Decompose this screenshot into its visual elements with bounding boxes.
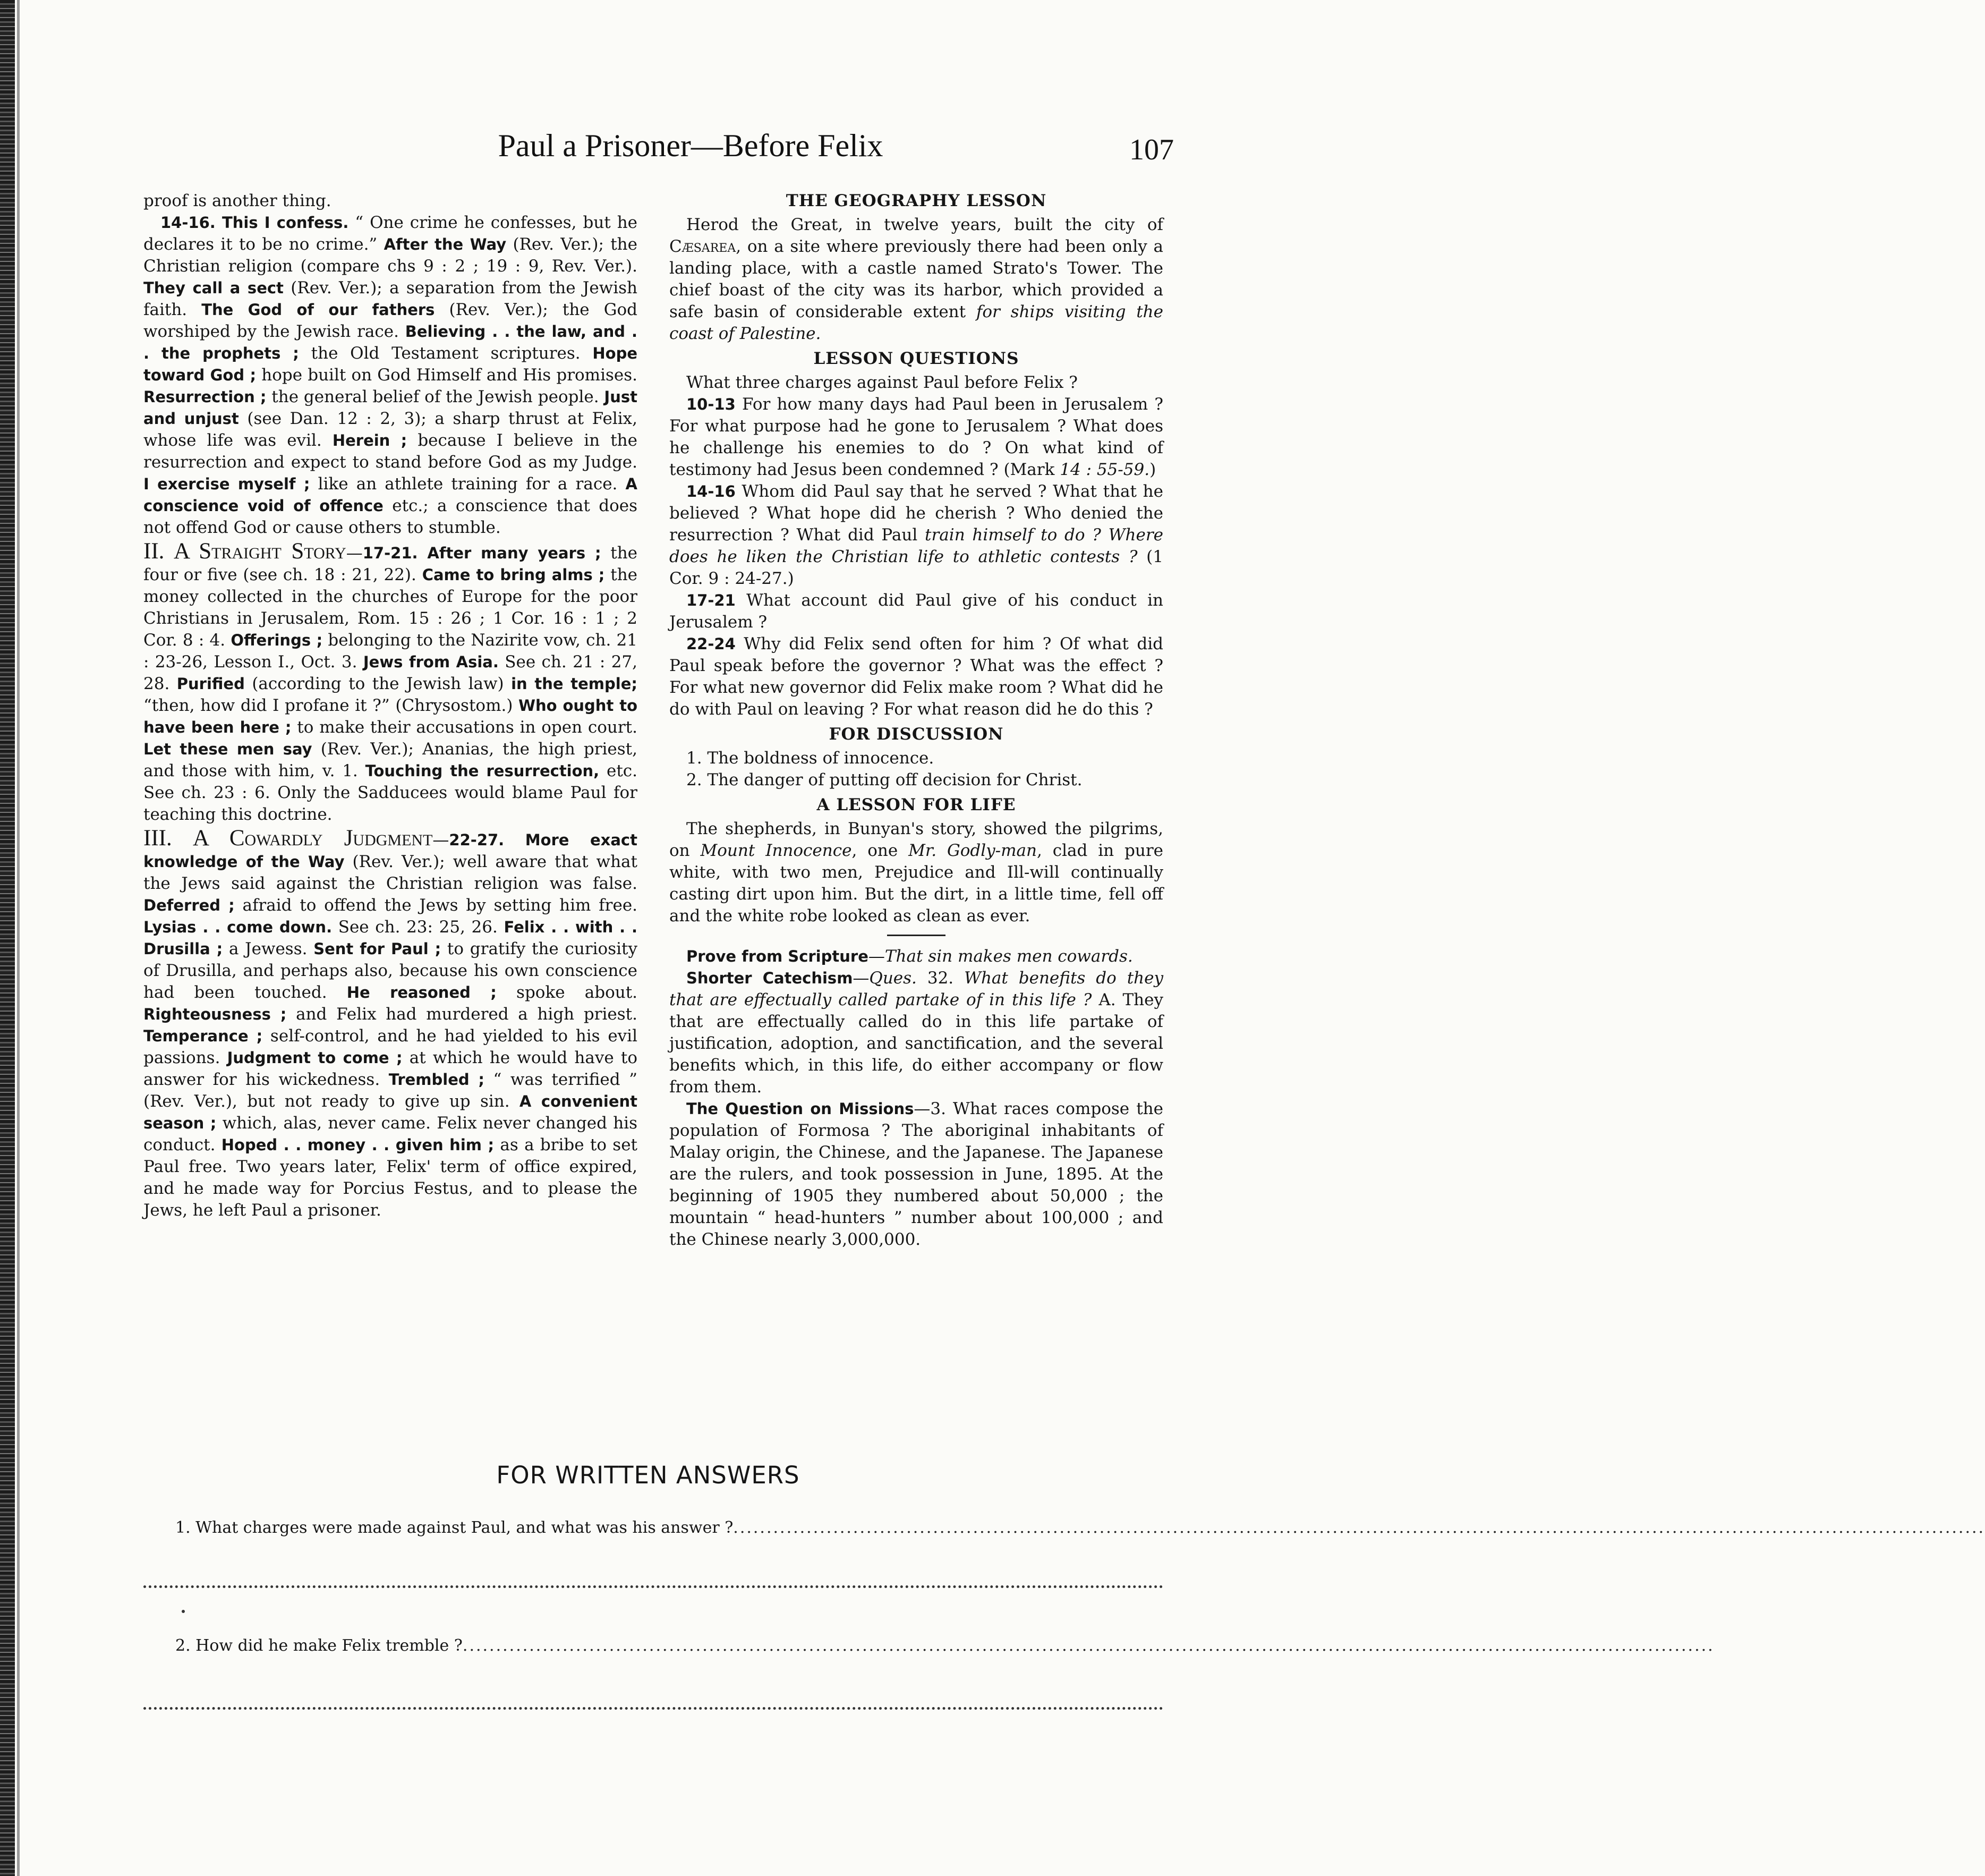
lesson-for-life-text bbox=[669, 818, 1163, 927]
text-run: at which he would have to answer for his wickedness. bbox=[143, 1048, 637, 1089]
small-caps-text: Cæsarea bbox=[669, 237, 736, 256]
answer-dots: ............................................................................................................................................................................................ bbox=[733, 1518, 1985, 1537]
text-run: self-control, and he had yielded to his evil passions. bbox=[143, 1026, 638, 1067]
italic-text: Mr. Godly-man bbox=[908, 841, 1037, 860]
text-run: afraid to offend the Jews by setting him free. bbox=[234, 896, 638, 915]
bold-term: Let these men say bbox=[143, 740, 312, 758]
bold-term: Came to bring alms ; bbox=[422, 566, 605, 584]
bold-term: He reasoned ; bbox=[346, 983, 497, 1001]
written-question-1-text: 1. What charges were made against Paul, and what was his answer ? bbox=[175, 1518, 734, 1537]
text-run: to make their accusations in open court. bbox=[291, 718, 637, 737]
text-run: because I believe in the resurrection and expect to stand before God as my Judge. bbox=[143, 431, 637, 472]
section-3-number: III. bbox=[143, 826, 172, 851]
bold-term: Prove from Scripture bbox=[686, 947, 868, 965]
bold-term: Judgment to come ; bbox=[227, 1049, 403, 1067]
text-run: (according to the Jewish law) bbox=[244, 674, 512, 693]
text-run: spoke about. bbox=[496, 983, 638, 1002]
geography-heading: THE GEOGRAPHY LESSON bbox=[786, 191, 1047, 210]
text-run: — bbox=[346, 544, 363, 563]
written-question-2-text: 2. How did he make Felix tremble ? bbox=[175, 1636, 463, 1655]
text-run: See ch. 23: 25, 26. bbox=[332, 918, 504, 937]
text-run: etc.; a conscience that does not offend God or cause others to stumble. bbox=[143, 496, 637, 537]
text-run: , on a site where previously there had been only a landing place, with a castle named Strato's Tower. The chief boast of the city was its harbor, which provided a safe basin of considerable extent bbox=[669, 237, 1163, 321]
text-run: like an athlete training for a race. bbox=[310, 474, 626, 494]
bold-term: Resurrection ; bbox=[143, 388, 267, 406]
scan-edge bbox=[0, 0, 15, 1876]
text-run: See ch. 21 : 27, 28. bbox=[143, 652, 637, 693]
lesson-question-3 bbox=[669, 590, 1163, 633]
written-question-1 bbox=[175, 1518, 1985, 1537]
text-run: “ was terrified ” (Rev. Ver.), but not ready to give up sin. bbox=[143, 1070, 638, 1111]
text-run: (Rev. Ver.); Ananias, the high priest, and those with him, v. 1. bbox=[143, 740, 637, 780]
bold-term: Shorter Catechism bbox=[686, 969, 853, 987]
text-run: hope built on God Himself and His promises. bbox=[256, 366, 638, 385]
section-2-number: II. bbox=[143, 539, 165, 564]
answer-dots: ............................................................................................................................................................................................ bbox=[462, 1636, 1715, 1655]
bold-term: 14-16 bbox=[686, 482, 736, 500]
bold-term: Who ought to have been here ; bbox=[143, 697, 637, 736]
bold-term: Hoped . . money . . given him ; bbox=[221, 1136, 495, 1154]
scan-edge-line bbox=[17, 0, 20, 1876]
bold-term: Sent for Paul ; bbox=[313, 940, 441, 958]
lesson-question-4 bbox=[669, 633, 1163, 720]
bold-term: Jews from Asia. bbox=[363, 653, 499, 671]
italic-text: 14 : 55-59. bbox=[1060, 460, 1150, 479]
bold-term: Lysias . . come down. bbox=[143, 918, 333, 936]
bold-term: 10-13 bbox=[686, 395, 736, 413]
discussion-item: 1. The boldness of innocence. bbox=[686, 749, 934, 768]
section-3-paragraph bbox=[143, 826, 637, 1221]
section-2-paragraph bbox=[143, 539, 637, 826]
bold-term: The God of our fathers bbox=[201, 301, 435, 319]
text-run: — bbox=[432, 830, 449, 850]
written-answers-heading: FOR WRITTEN ANSWERS bbox=[496, 1461, 800, 1489]
text-run: ) bbox=[1149, 460, 1156, 479]
bold-term: Offerings ; bbox=[231, 631, 323, 649]
text-run: the general belief of the Jewish people. bbox=[266, 387, 604, 406]
bold-term: Herein ; bbox=[332, 431, 407, 449]
section-3-text bbox=[143, 830, 637, 1220]
text-run: — bbox=[868, 947, 885, 966]
text-run: A. They that are effectually called do in this life partake of justification, adoption, and sanctification, and the several benefits which, in this life, do either accompany or flow from them. bbox=[669, 990, 1164, 1097]
bold-term: Temperance ; bbox=[143, 1027, 263, 1045]
text-run: (Rev. Ver.); a separation from the Jewish faith. bbox=[143, 278, 637, 319]
section-3-title: A Cowardly Judgment bbox=[193, 826, 433, 851]
bold-term: Just and unjust bbox=[143, 388, 637, 428]
bold-term: Trembled ; bbox=[388, 1071, 485, 1089]
left-column bbox=[143, 190, 637, 1221]
bold-term: After the Way bbox=[384, 235, 507, 253]
bold-term: in the temple; bbox=[511, 675, 637, 693]
bold-term: Hope toward God ; bbox=[143, 344, 637, 384]
text-run: which, alas, never came. Felix never changed his conduct. bbox=[143, 1114, 637, 1155]
prove-from-scripture bbox=[669, 946, 1163, 967]
lesson-questions-intro: What three charges against Paul before Felix ? bbox=[686, 373, 1078, 392]
text-run: The shepherds, in Bunyan's story, showed the pilgrims, on bbox=[669, 819, 1163, 860]
text-run: , one bbox=[851, 841, 909, 860]
question-on-missions bbox=[669, 1098, 1163, 1251]
text-run: (Rev. Ver.); the Christian religion (compare chs 9 : 2 ; 19 : 9, Rev. Ver.). bbox=[143, 235, 637, 276]
text-run: For how many days had Paul been in Jerusalem ? For what purpose had he gone to Jerusalem ? What does he challenge his enemies to do ? On what kind of testimony had Jesus been condemned ? (Mark bbox=[669, 395, 1163, 479]
bold-term: Touching the resurrection, bbox=[365, 762, 600, 780]
geography-text bbox=[669, 214, 1163, 345]
bold-term: 17-21. After many years ; bbox=[362, 544, 601, 562]
shorter-catechism bbox=[669, 967, 1163, 1098]
text-run: (Rev. Ver.); the God worshiped by the Jewish race. bbox=[143, 300, 637, 341]
italic-text: Ques. bbox=[869, 969, 917, 988]
text-run: “ One crime he confesses, but he declares it to be no crime.” bbox=[143, 213, 638, 254]
text-run: , clad in pure white, with two men, Prejudice and Ill-will continually casting dirt upon him. But the dirt, in a little time, fell off and the white robe looked as clean as ever. bbox=[669, 841, 1163, 926]
bold-term: A convenient season ; bbox=[143, 1092, 637, 1132]
text-run: (see Dan. 12 : 2, 3); a sharp thrust at Felix, whose life was evil. bbox=[143, 409, 637, 450]
text-run: Herod the Great, in twelve years, built the city of bbox=[686, 215, 1163, 234]
stray-mark bbox=[182, 1610, 185, 1613]
text-run: and Felix had murdered a high priest. bbox=[286, 1005, 637, 1024]
text-run: (Rev. Ver.); well aware that what the Jews said against the Christian religion was false. bbox=[143, 852, 637, 893]
text-run: the Old Testament scriptures. bbox=[299, 344, 593, 363]
italic-text: train himself to do ? Where does he liken the Christian life to athletic contests ? bbox=[669, 525, 1163, 566]
discussion-heading: FOR DISCUSSION bbox=[829, 725, 1004, 744]
written-question-2 bbox=[175, 1636, 1715, 1655]
text-run: — bbox=[853, 969, 870, 988]
page-title: Paul a Prisoner—Before Felix bbox=[498, 128, 883, 163]
text-run: the four or five (see ch. 18 : 21, 22). bbox=[143, 544, 638, 584]
text-run: Why did Felix send often for him ? Of what did Paul speak before the governor ? What was the effect ? For what new governor did Felix make room ? What did he do with Paul on leaving ? For what reason did he do this ? bbox=[669, 634, 1163, 719]
bold-term: A conscience void of offence bbox=[143, 475, 637, 515]
italic-text: Mount Innocence bbox=[700, 841, 852, 860]
bold-term: 14-16. This I confess. bbox=[160, 214, 349, 232]
lesson-question-2 bbox=[669, 481, 1163, 590]
section-2-title: A Straight Story bbox=[174, 539, 346, 564]
answer-line[interactable] bbox=[143, 1585, 1163, 1588]
bold-term: The Question on Missions bbox=[686, 1100, 914, 1118]
bold-term: 22-27. More exact knowledge of the Way bbox=[143, 831, 637, 871]
bold-term: Felix . . with . . Drusilla ; bbox=[143, 918, 637, 958]
notes-paragraph-1 bbox=[143, 212, 637, 539]
lesson-questions-heading: LESSON QUESTIONS bbox=[813, 349, 1019, 368]
text-run: 32. bbox=[916, 969, 965, 988]
bold-term: I exercise myself ; bbox=[143, 475, 310, 493]
discussion-item: 2. The danger of putting off decision for Christ. bbox=[686, 770, 1083, 790]
text-run: to gratify the curiosity of Drusilla, and perhaps also, because his own conscience had been touched. bbox=[143, 939, 638, 1002]
bold-term: 17-21 bbox=[686, 591, 736, 609]
lesson-for-life-heading: A LESSON FOR LIFE bbox=[816, 795, 1016, 814]
text-run: belonging to the Nazirite vow, ch. 21 : 23-26, Lesson I., Oct. 3. bbox=[143, 631, 637, 672]
bold-term: Deferred ; bbox=[143, 896, 235, 914]
bold-term: 22-24 bbox=[686, 635, 736, 653]
bold-term: They call a sect bbox=[143, 279, 284, 297]
text-run: etc. See ch. 23 : 6. Only the Sadducees would blame Paul for teaching this doctrine. bbox=[143, 761, 637, 824]
bold-term: Purified bbox=[176, 675, 245, 693]
text-run: “then, how did I profane it ?” (Chrysostom.) bbox=[143, 696, 519, 715]
text-run: (1 Cor. 9 : 24-27.) bbox=[669, 547, 1163, 588]
bold-term: Believing . . the law, and . . the prophets ; bbox=[143, 322, 637, 362]
text-run: —3. What races compose the population of Formosa ? The aboriginal inhabitants of Malay origin, the Chinese, and the Japanese. The Japanese are the rulers, and took possession in June, 1895. At the beginning of 1905 they numbered about 50,000 ; the mountain “ head-hunters ” number about 100,000 ; and the Chinese nearly 3,000,000. bbox=[669, 1099, 1163, 1249]
answer-line[interactable] bbox=[143, 1707, 1163, 1710]
bold-term: Righteousness ; bbox=[143, 1005, 287, 1023]
text-run: What account did Paul give of his conduct in Jerusalem ? bbox=[669, 591, 1163, 632]
text-run: Whom did Paul say that he served ? What that he believed ? What hope did he cherish ? Who denied the resurrection ? What did Paul bbox=[669, 482, 1163, 545]
right-column bbox=[669, 190, 1163, 1251]
separator-rule bbox=[887, 935, 945, 936]
italic-text: for ships visiting the coast of Palestine. bbox=[669, 302, 1163, 343]
page-number: 107 bbox=[1129, 133, 1174, 166]
text-run: the money collected in the churches of Europe for the poor Christians in Jerusalem, Rom. 15 : 26 ; 1 Cor. 16 : 1 ; 2 Cor. 8 : 4. bbox=[143, 565, 637, 650]
italic-text: What benefits do they that are effectually called partake of in this life ? bbox=[669, 969, 1163, 1009]
italic-text: That sin makes men cowards. bbox=[884, 947, 1133, 966]
lesson-question-1 bbox=[669, 394, 1163, 481]
section-2-text bbox=[143, 544, 637, 824]
intro-line: proof is another thing. bbox=[143, 191, 331, 210]
text-run: as a bribe to set Paul free. Two years later, Felix' term of office expired, and he made way for Porcius Festus, and to please the Jews, he left Paul a prisoner. bbox=[143, 1135, 638, 1220]
text-run: a Jewess. bbox=[223, 939, 314, 958]
